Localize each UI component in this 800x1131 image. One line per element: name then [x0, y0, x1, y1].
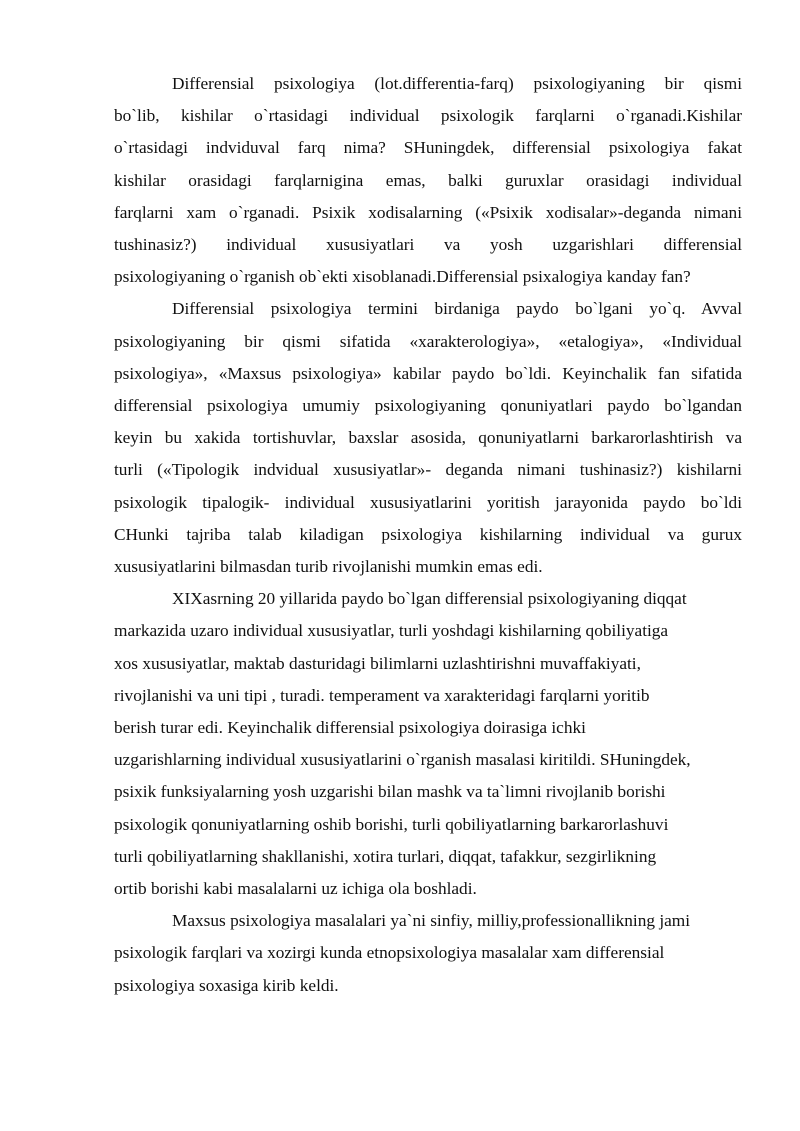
text-line: psixik funksiyalarning yosh uzgarishi bilan mashk va ta`limni rivojlanib borishi: [114, 782, 666, 802]
text-line: Differensial psixologiya (lot.differentia-farq) psixologiyaning bir qismi: [172, 74, 742, 93]
text-line: psixologiyaning bir qismi sifatida «xarakterologiya», «etalogiya», «Individual: [114, 331, 742, 351]
text-line: turli qobiliyatlarning shakllanishi, xotira turlari, diqqat, tafakkur, sezgirlikning: [114, 846, 657, 866]
document-body: [114, 68, 742, 1002]
paragraph: [114, 583, 742, 905]
text-line: o`rtasidagi indviduval farq nima? SHuningdek, differensial psixologiya fakat: [114, 138, 742, 158]
text-line: XIXasrning 20 yillarida paydo bo`lgan differensial psixologiyaning diqqat: [172, 589, 687, 609]
text-line: CHunki tajriba talab kiladigan psixologiya kishilarning individual va gurux: [114, 524, 742, 544]
text-line: markazida uzaro individual xususiyatlar, turli yoshdagi kishilarning qobiliyatiga: [114, 621, 669, 641]
text-line: farqlarni xam o`rganadi. Psixik xodisalarning («Psixik xodisalar»-deganda nimani: [114, 202, 742, 222]
text-line: psixologiyaning o`rganish ob`ekti xisoblanadi.Differensial psixalogiya kanday fan?: [114, 267, 691, 287]
text-line: Differensial psixologiya termini birdaniga paydo bo`lgani yo`q. Avval: [172, 299, 742, 319]
paragraph: [114, 293, 742, 583]
text-line: rivojlanishi va uni tipi , turadi. temperament va xarakteridagi farqlarni yoritib: [114, 685, 650, 705]
text-line: ortib borishi kabi masalalarni uz ichiga ola boshladi.: [114, 879, 477, 899]
text-line: psixologik tipalogik- individual xususiyatlarini yoritish jarayonida paydo bo`ldi: [114, 492, 742, 512]
text-line: berish turar edi. Keyinchalik differensial psixologiya doirasiga ichki: [114, 718, 586, 738]
text-line: bo`lib, kishilar o`rtasidagi individual psixologik farqlarni o`rganadi.Kishilar: [114, 106, 742, 126]
text-line: uzgarishlarning individual xususiyatlarini o`rganish masalasi kiritildi. SHuningdek,: [114, 750, 691, 770]
text-line: tushinasiz?) individual xususiyatlari va yosh uzgarishlari differensial: [114, 235, 742, 255]
text-line: psixologik farqlari va xozirgi kunda etnopsixologiya masalalar xam differensial: [114, 943, 665, 963]
text-line: differensial psixologiya umumiy psixologiyaning qonuniyatlari paydo bo`lgandan: [114, 396, 742, 416]
text-line: psixologik qonuniyatlarning oshib borishi, turli qobiliyatlarning barkarorlashuvi: [114, 814, 669, 834]
paragraph: [114, 68, 742, 293]
text-line: keyin bu xakida tortishuvlar, baxslar asosida, qonuniyatlarni barkarorlashtirish va: [114, 428, 742, 448]
paragraph: [114, 905, 742, 1002]
text-line: xos xususiyatlar, maktab dasturidagi bilimlarni uzlashtirishni muvaffakiyati,: [114, 653, 641, 673]
text-line: turli («Tipologik indvidual xususiyatlar»- deganda nimani tushinasiz?) kishilarni: [114, 460, 742, 480]
text-line: psixologiya», «Maxsus psixologiya» kabilar paydo bo`ldi. Keyinchalik fan sifatida: [114, 363, 742, 383]
text-line: kishilar orasidagi farqlarnigina emas, balki guruxlar orasidagi individual: [114, 170, 742, 190]
text-line: Maxsus psixologiya masalalari ya`ni sinfiy, milliy,professionallikning jami: [172, 911, 691, 931]
text-line: psixologiya soxasiga kirib keldi.: [114, 975, 339, 995]
text-line: xususiyatlarini bilmasdan turib rivojlanishi mumkin emas edi.: [114, 557, 543, 577]
